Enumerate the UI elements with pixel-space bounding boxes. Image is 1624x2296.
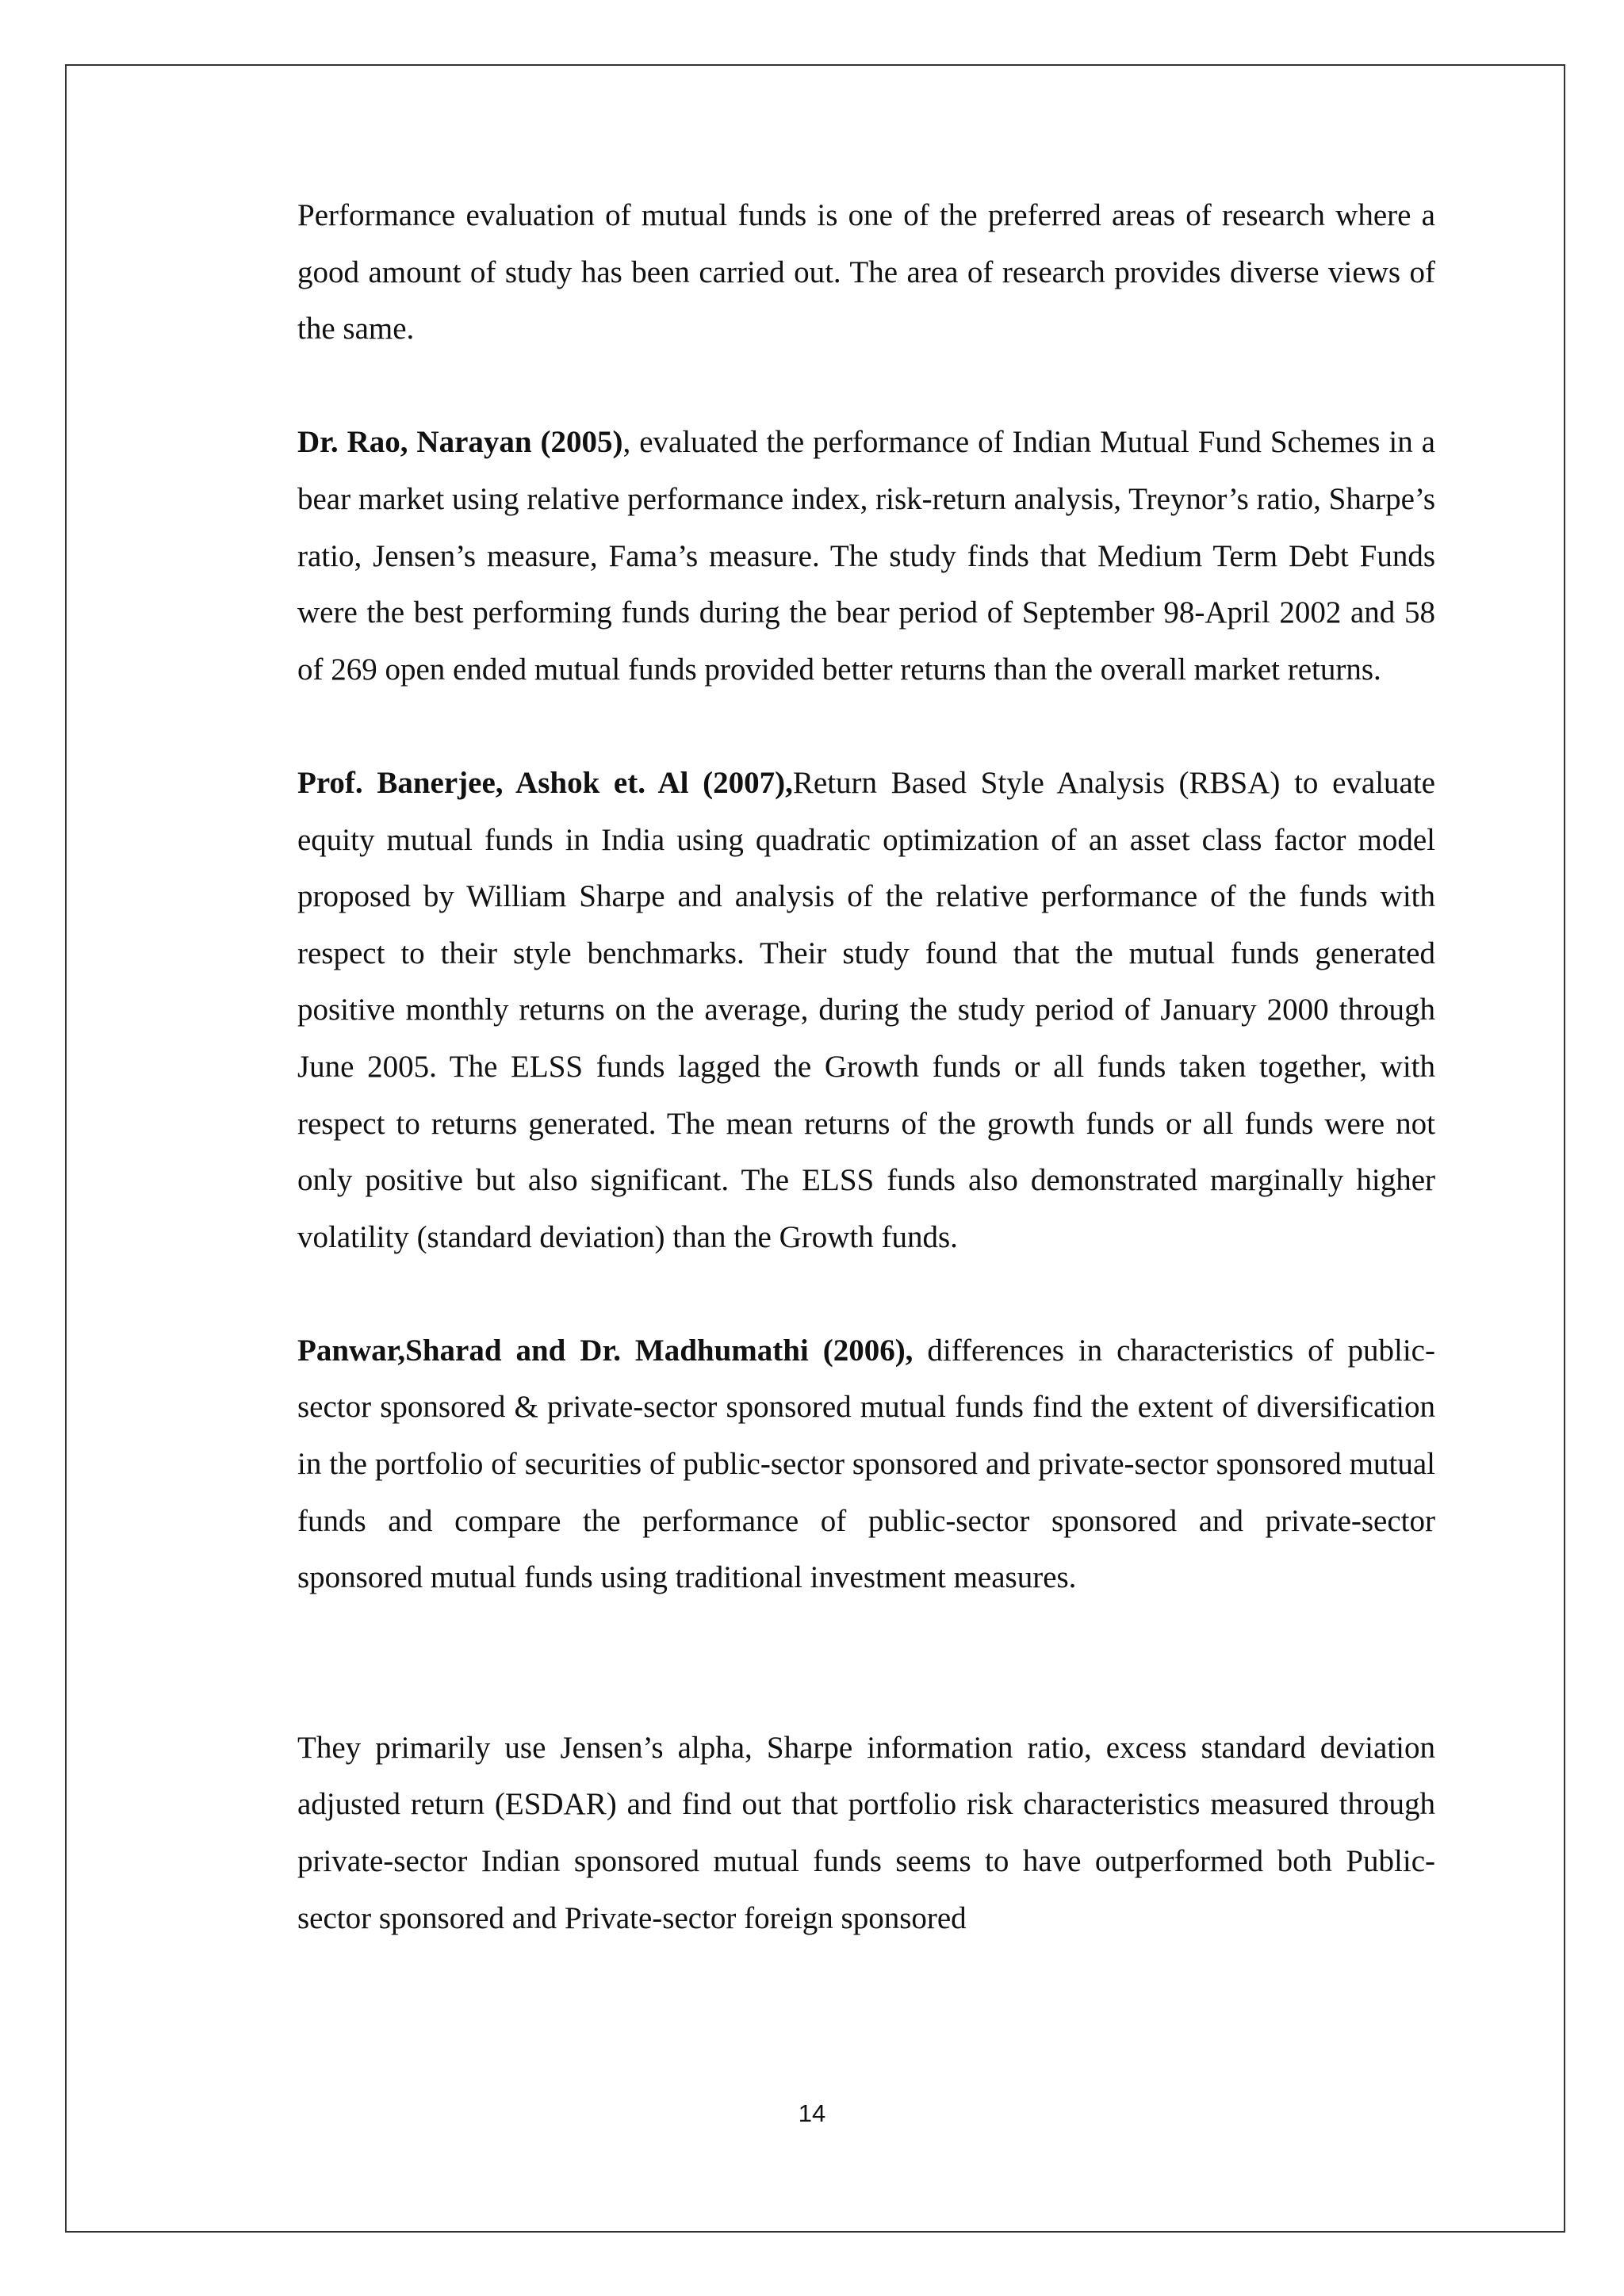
citation-panwar: Panwar,Sharad and Dr. Madhumathi (2006), — [297, 1333, 914, 1368]
paragraph-panwar-text: differences in characteristics of public-sector sponsored & private-sector sponsored mutual funds find the extent of diversification in the portfolio of securities of public-sector sponsored and private-sector sponsored mutual funds and compare the performance of public-sector sponsored and private-sector sponsored mutual funds using traditional investment measures. — [297, 1333, 1435, 1595]
paragraph-rao-narayan — [297, 414, 1435, 698]
paragraph-panwar — [297, 1322, 1435, 1606]
paragraph-jensen-alpha — [297, 1720, 1435, 1946]
page-content — [297, 187, 1435, 1946]
page-number: 14 — [798, 2099, 826, 2127]
paragraph-banerjee — [297, 755, 1435, 1265]
paragraph-banerjee-text: Return Based Style Analysis (RBSA) to evaluate equity mutual funds in India using quadratic optimization of an asset class factor model proposed by William Sharpe and analysis of the relative performance of the funds with respect to their style benchmarks. Their study found that the mutual funds generated positive monthly returns on the average, during the study period of January 2000 through June 2005. The ELSS funds lagged the Growth funds or all funds taken together, with respect to returns generated. The mean returns of the growth funds or all funds were not only positive but also significant. The ELSS funds also demonstrated marginally higher volatility (standard deviation) than the Growth funds. — [297, 765, 1435, 1254]
paragraph-intro-text: Performance evaluation of mutual funds is one of the preferred areas of research where a good amount of study has been carried out. The area of research provides diverse views of the same. — [297, 198, 1435, 346]
citation-rao-narayan: Dr. Rao, Narayan (2005) — [297, 425, 623, 460]
paragraph-jensen-alpha-text: They primarily use Jensen’s alpha, Sharpe information ratio, excess standard deviation adjusted return (ESDAR) and find out that portfolio risk characteristics measured through private-sector Indian sponsored mutual funds seems to have outperformed both Public- sector sponsored and Private-sector foreign sponsored — [297, 1730, 1435, 1935]
paragraph-rao-narayan-text: , evaluated the performance of Indian Mutual Fund Schemes in a bear market using relative performance index, risk-return analysis, Treynor’s ratio, Sharpe’s ratio, Jensen’s measure, Fama’s measure. The study finds that Medium Term Debt Funds were the best performing funds during the bear period of September 98-April 2002 and 58 of 269 open ended mutual funds provided better returns than the overall market returns. — [297, 425, 1435, 687]
paragraph-intro — [297, 187, 1435, 358]
citation-banerjee: Prof. Banerjee, Ashok et. Al (2007), — [297, 765, 793, 800]
